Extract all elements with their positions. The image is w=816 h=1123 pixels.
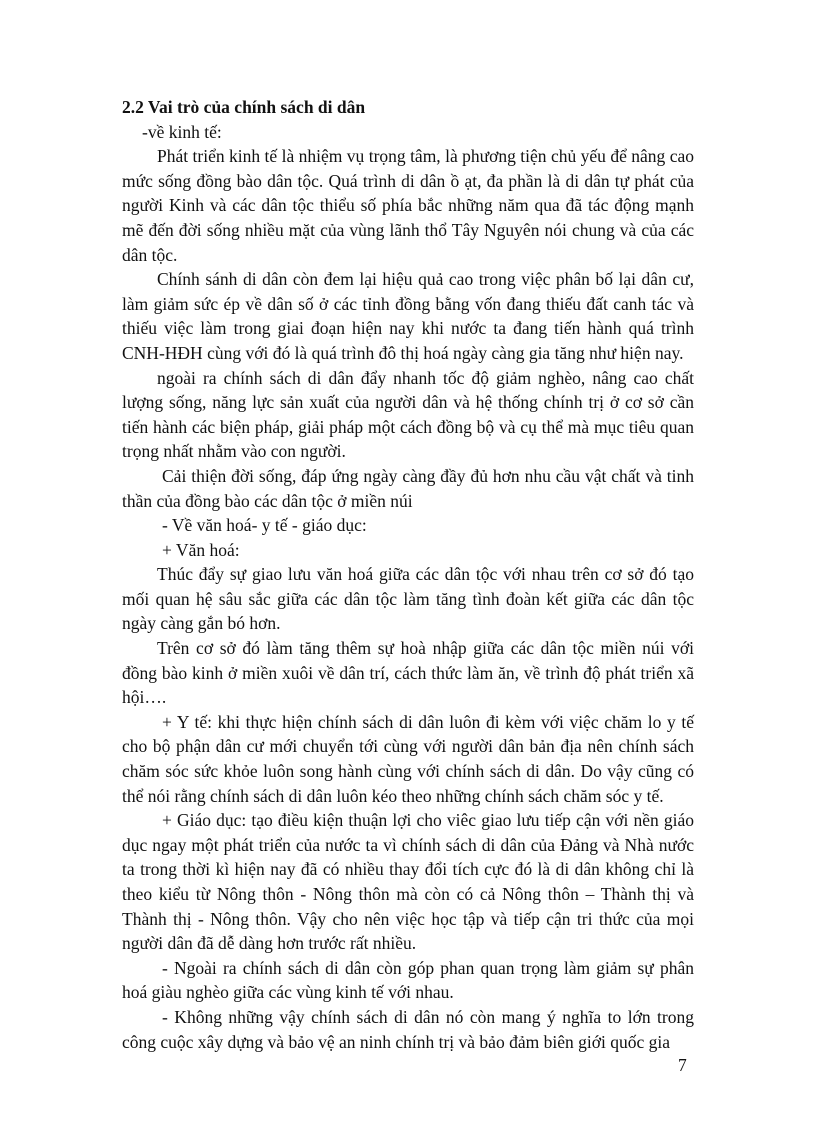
paragraph: Cải thiện đời sống, đáp ứng ngày càng đầy đủ hơn nhu cầu vật chất và tinh thần của đồng bào các dân tộc ở miền núi [122,465,694,511]
subheading-economy: -về kinh tế: [142,121,222,142]
section-title: 2.2 Vai trò của chính sách di dân [122,97,366,117]
paragraph: Thúc đẩy sự giao lưu văn hoá giữa các dân tộc với nhau trên cơ sở đó tạo mối quan hệ sâu sắc giữa các dân tộc làm tăng tình đoàn kết giữa các dân tộc ngày càng gắn bó hơn. [122,564,694,634]
document-body [122,95,694,1054]
subheading-culture: + Văn hoá: [162,539,240,560]
subheading-culture-health-education: - Về văn hoá- y tế - giáo dục: [162,515,367,536]
paragraph: Chính sánh di dân còn đem lại hiệu quả cao trong việc phân bố lại dân cư, làm giảm sức ép về dân số ở các tỉnh đồng bằng vốn đang thiếu đất canh tác và thiếu việc làm trong giai đoạn hiện nay khi nước ta đang tiến hành quá trình CNH-HĐH cùng với đó là quá trình đô thị hoá ngày càng gia tăng như hiện nay. [122,269,694,363]
paragraph: Phát triển kinh tế là nhiệm vụ trọng tâm, là phương tiện chủ yếu để nâng cao mức sống đồng bào dân tộc. Quá trình di dân ồ ạt, đa phần là di dân tự phát của người Kinh và các dân tộc thiểu số phía bắc những năm qua đã tác động mạnh mẽ đến đời sống nhiều mặt của vùng lãnh thổ Tây Nguyên nói chung và của các dân tộc. [122,146,694,265]
page-number: 7 [678,1055,687,1075]
paragraph: - Không những vậy chính sách di dân nó còn mang ý nghĩa to lớn trong công cuộc xây dựng và bảo vệ an ninh chính trị và bảo đảm biên giới quốc gia [122,1006,694,1052]
paragraph: ngoài ra chính sách di dân đẩy nhanh tốc độ giảm nghèo, nâng cao chất lượng sống, năng lực sản xuất của người dân và hệ thống chính trị ở cơ sở cần tiến hành các biện pháp, giải pháp một cách đồng bộ và cụ thể mà mục tiêu quan trọng nhất nhằm vào con người. [122,367,694,462]
paragraph: - Ngoài ra chính sách di dân còn góp phan quan trọng làm giảm sự phân hoá giàu nghèo giữa các vùng kinh tế với nhau. [122,957,694,1003]
paragraph: Trên cơ sở đó làm tăng thêm sự hoà nhập giữa các dân tộc miền núi với đồng bào kinh ở miền xuôi về dân trí, cách thức làm ăn, về trình độ phát triển xã hội…. [122,638,694,708]
paragraph-education: + Giáo dục: tạo điều kiện thuận lợi cho viêc giao lưu tiếp cận với nền giáo dục ngay một phát triển của nước ta vì chính sách di dân của Đảng và Nhà nước ta trong thời kì hiện nay đã có nhiều thay đổi tích cực đó là di dân không chỉ là theo kiểu từ Nông thôn - Nông thôn mà còn có cả Nông thôn – Thành thị và Thành thị - Nông thôn. Vậy cho nên việc học tập và tiếp cận tri thức của mọi người dân đã dễ dàng hơn trước rất nhiều. [122,810,694,954]
paragraph-health: + Y tế: khi thực hiện chính sách di dân luôn đi kèm với việc chăm lo y tế cho bộ phận dân cư mới chuyển tới cùng với người dân bản địa nên chính sách chăm sóc sức khỏe luôn song hành cùng với chính sách di dân. Do vậy cũng có thể nói rằng chính sách di dân luôn kéo theo những chính sách chăm sóc y tế. [122,711,694,806]
